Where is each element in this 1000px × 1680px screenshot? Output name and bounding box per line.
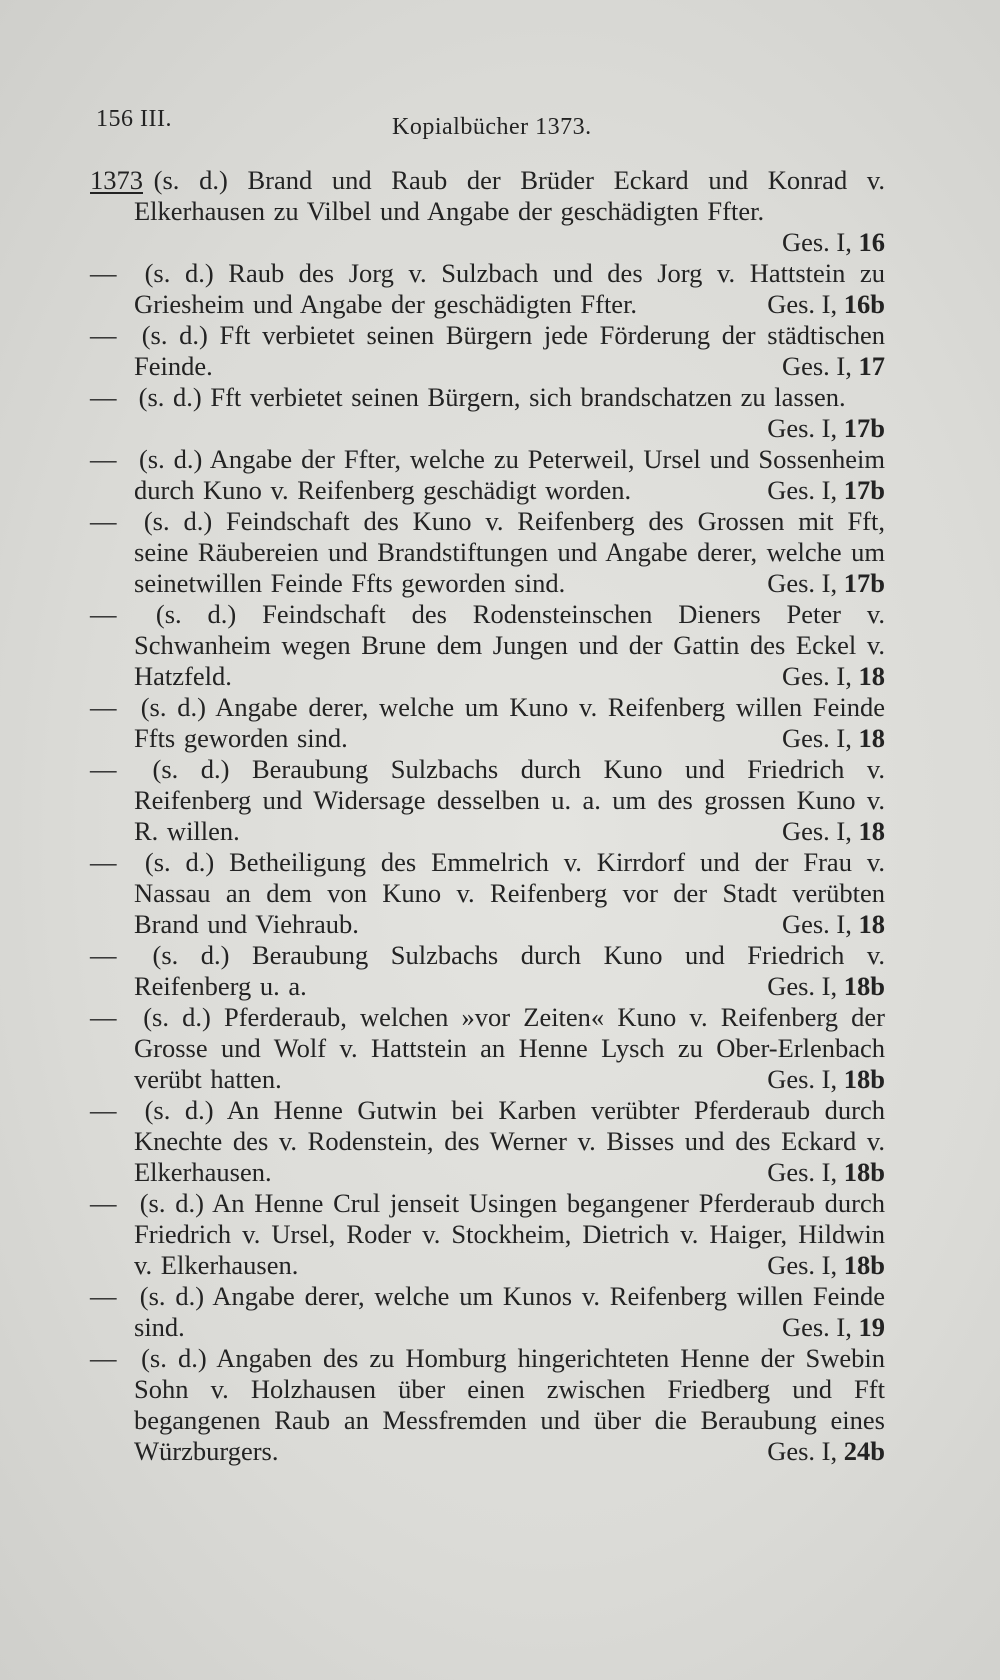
reference-source: Ges. I,: [781, 816, 852, 846]
reference-source: Ges. I,: [781, 1312, 852, 1342]
entry-dash: —: [90, 599, 117, 629]
list-item: [90, 940, 885, 1002]
reference-folio: 17: [858, 351, 885, 381]
entry-dash: —: [90, 444, 117, 474]
entry-text: (s. d.) Angabe derer, welche um Kuno v. Reifenberg willen Feinde Ffts geworden sind.: [134, 692, 885, 753]
entry-text: (s. d.) An Henne Gutwin bei Karben verübter Pferderaub durch Knechte des v. Rodenstein, des Werner v. Bisses und des Eckard v. Elkerhausen.: [134, 1095, 886, 1187]
list-item: [90, 506, 885, 599]
reference-folio: 18b: [843, 1250, 885, 1280]
reference-source: Ges. I,: [767, 413, 838, 443]
reference-folio: 18: [858, 723, 885, 753]
entry-dash: —: [90, 1002, 117, 1032]
entry-dash: —: [90, 692, 117, 722]
entry-dash: —: [90, 1188, 117, 1218]
entry-dash: —: [90, 940, 117, 970]
entry-dash: —: [90, 847, 117, 877]
reference-folio: 17b: [843, 568, 885, 598]
entry-text: (s. d.) Brand und Raub der Brüder Eckard und Konrad v. Elkerhausen zu Vilbel und Angabe der geschädigten Ffter.: [134, 165, 886, 226]
entry-year: 1373: [90, 165, 143, 195]
entry-text: (s. d.) An Henne Crul jenseit Usingen begangener Pferderaub durch Friedrich v. Ursel, Roder v. Stockheim, Dietrich v. Haiger, Hildwin v. Elkerhausen.: [134, 1188, 885, 1280]
entry-text: (s. d.) Angabe derer, welche um Kunos v. Reifenberg willen Feinde sind.: [134, 1281, 885, 1342]
reference-folio: 16b: [843, 289, 885, 319]
list-item: [90, 1281, 885, 1343]
entry-dash: —: [90, 1095, 117, 1125]
list-item: [90, 320, 885, 382]
entry-text: (s. d.) Betheiligung des Emmelrich v. Kirrdorf und der Frau v. Nassau an dem von Kuno v. Reifenberg vor der Stadt verübten Brand und Viehraub.: [134, 847, 885, 939]
list-item: [90, 1188, 885, 1281]
reference-folio: 17b: [843, 475, 885, 505]
reference-folio: 19: [858, 1312, 885, 1342]
list-item: [90, 847, 885, 940]
entry-text: (s. d.) Fft verbietet seinen Bürgern jede Förderung der städtischen Feinde.: [134, 320, 886, 381]
running-title: Kopialbücher 1373.: [392, 114, 592, 140]
entry-dash: —: [90, 1281, 117, 1311]
entry-text: (s. d.) Beraubung Sulzbachs durch Kuno und Friedrich v. Reifenberg u. a.: [134, 940, 886, 1001]
entry-reference: [90, 227, 885, 258]
entry-dash: —: [90, 506, 117, 536]
reference-folio: 18: [858, 816, 885, 846]
entry-dash: —: [90, 1343, 117, 1373]
reference-source: Ges. I,: [767, 1250, 838, 1280]
list-item: [90, 258, 885, 320]
entry-list: [90, 165, 885, 1467]
entry-text: (s. d.) Fft verbietet seinen Bürgern, sich brandschatzen zu lassen.: [138, 382, 846, 412]
list-item: [90, 1095, 885, 1188]
reference-source: Ges. I,: [767, 289, 838, 319]
page-header: [96, 106, 896, 146]
reference-source: Ges. I,: [767, 568, 838, 598]
list-item: [90, 165, 885, 258]
entry-text: (s. d.) Feindschaft des Kuno v. Reifenberg des Grossen mit Fft, seine Räubereien und Brandstiftungen und Angabe derer, welche um seinetwillen Feinde Ffts geworden sind.: [134, 506, 885, 598]
entry-text-block: [90, 382, 885, 413]
reference-source: Ges. I,: [781, 909, 852, 939]
entry-dash: —: [90, 754, 117, 784]
list-item: [90, 1002, 885, 1095]
entry-reference: [90, 1312, 885, 1343]
entry-text: (s. d.) Angaben des zu Homburg hingerichteten Henne der Swebin Sohn v. Holzhausen über einen zwischen Friedberg und Fft begangenen Raub an Messfremden und über die Beraubung eines Würzburgers.: [134, 1343, 886, 1466]
list-item: [90, 444, 885, 506]
reference-folio: 16: [858, 227, 885, 257]
reference-source: Ges. I,: [781, 351, 852, 381]
reference-folio: 18: [858, 909, 885, 939]
entry-text: (s. d.) Beraubung Sulzbachs durch Kuno und Friedrich v. Reifenberg und Widersage desselben u. a. um des grossen Kuno v. R. willen.: [134, 754, 886, 846]
reference-folio: 18: [858, 661, 885, 691]
entry-text: (s. d.) Feindschaft des Rodensteinschen Dieners Peter v. Schwanheim wegen Brune dem Jungen und der Gattin des Eckel v. Hatzfeld.: [134, 599, 885, 691]
list-item: [90, 382, 885, 444]
reference-folio: 18b: [843, 1064, 885, 1094]
page-number: 156 III.: [96, 106, 172, 132]
entry-dash: —: [90, 320, 117, 350]
reference-source: Ges. I,: [767, 1157, 838, 1187]
reference-folio: 17b: [843, 413, 885, 443]
list-item: [90, 1343, 885, 1467]
entry-text: (s. d.) Angabe der Ffter, welche zu Peterweil, Ursel und Sossenheim durch Kuno v. Reifenberg geschädigt worden.: [134, 444, 886, 505]
entry-dash: —: [90, 382, 117, 412]
entry-text: (s. d.) Pferderaub, welchen »vor Zeiten« Kuno v. Reifenberg der Grosse und Wolf v. Hattstein an Henne Lysch zu Ober-Erlenbach verübt hatten.: [134, 1002, 886, 1094]
reference-source: Ges. I,: [781, 227, 852, 257]
reference-source: Ges. I,: [781, 723, 852, 753]
list-item: [90, 754, 885, 847]
reference-source: Ges. I,: [767, 1064, 838, 1094]
list-item: [90, 692, 885, 754]
reference-source: Ges. I,: [767, 1436, 838, 1466]
reference-source: Ges. I,: [767, 475, 838, 505]
reference-source: Ges. I,: [767, 971, 838, 1001]
reference-source: Ges. I,: [781, 661, 852, 691]
list-item: [90, 599, 885, 692]
entry-text: (s. d.) Raub des Jorg v. Sulzbach und des Jorg v. Hattstein zu Griesheim und Angabe der geschädigten Ffter.: [134, 258, 886, 319]
reference-folio: 18b: [843, 971, 885, 1001]
entry-dash: —: [90, 258, 117, 288]
entry-text-block: [90, 165, 885, 227]
reference-folio: 18b: [843, 1157, 885, 1187]
entry-reference: [90, 413, 885, 444]
reference-folio: 24b: [843, 1436, 885, 1466]
